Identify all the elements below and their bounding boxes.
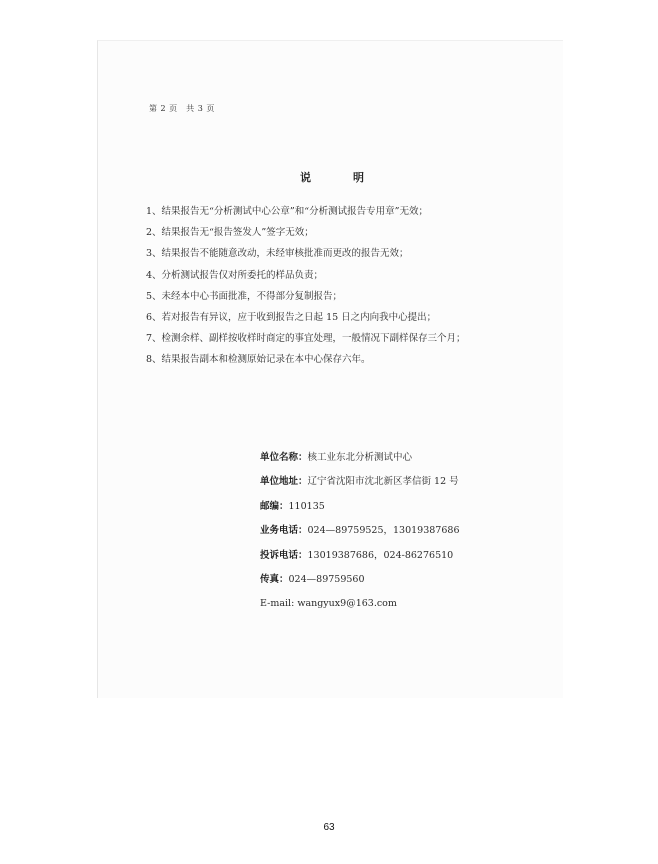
postcode-value: 110135 xyxy=(288,500,325,512)
note-item: 8、结果报告副本和检测原始记录在本中心保存六年。 xyxy=(146,354,371,366)
business-phone-label: 业务电话： xyxy=(260,525,308,537)
contact-info xyxy=(260,451,460,622)
note-item: 2、结果报告无“报告签发人”签字无效； xyxy=(146,227,314,239)
page-number: 63 xyxy=(323,822,335,833)
postcode-label: 邮编： xyxy=(260,500,289,512)
email-value: wangyux9@163.com xyxy=(297,598,397,610)
fax-label: 传真： xyxy=(260,573,289,585)
document-title xyxy=(300,169,364,185)
note-item: 5、未经本中心书面批准，不得部分复制报告； xyxy=(146,290,343,302)
business-phone-row xyxy=(260,524,460,548)
fax-value: 024—89759560 xyxy=(288,573,365,585)
note-item: 1、结果报告无“分析测试中心公章”和“分析测试报告专用章”无效； xyxy=(146,206,428,217)
address-value: 辽宁省沈阳市沈北新区孝信街 12 号 xyxy=(307,476,459,488)
title-char-left: 说 xyxy=(300,171,311,184)
address-row xyxy=(260,475,460,499)
title-char-right: 明 xyxy=(353,171,364,184)
postcode-row xyxy=(260,500,460,524)
address-label: 单位地址： xyxy=(260,476,308,488)
note-item: 6、若对报告有异议，应于收到报告之日起 15 日之内向我中心提出； xyxy=(146,311,437,323)
unit-name-label: 单位名称： xyxy=(260,452,308,463)
business-phone-value: 024—89759525，13019387686 xyxy=(307,525,460,537)
complaint-phone-value: 13019387686，024-86276510 xyxy=(307,549,454,561)
email-row xyxy=(260,597,460,621)
unit-name-row xyxy=(260,451,460,475)
note-item: 4、分析测试报告仅对所委托的样品负责； xyxy=(146,269,324,281)
unit-name-value: 核工业东北分析测试中心 xyxy=(307,452,413,463)
complaint-phone-label: 投诉电话： xyxy=(260,549,308,561)
page-indicator: 第 2 页 共 3 页 xyxy=(149,104,215,113)
fax-row xyxy=(260,573,460,597)
note-item: 3、结果报告不能随意改动，未经审核批准而更改的报告无效； xyxy=(146,248,409,260)
note-item: 7、检测余样、副样按收样时商定的事宜处理，一般情况下副样保存三个月； xyxy=(146,333,466,345)
email-label: E-mail: xyxy=(260,598,295,610)
complaint-phone-row xyxy=(260,549,460,573)
notes-list xyxy=(146,205,466,375)
